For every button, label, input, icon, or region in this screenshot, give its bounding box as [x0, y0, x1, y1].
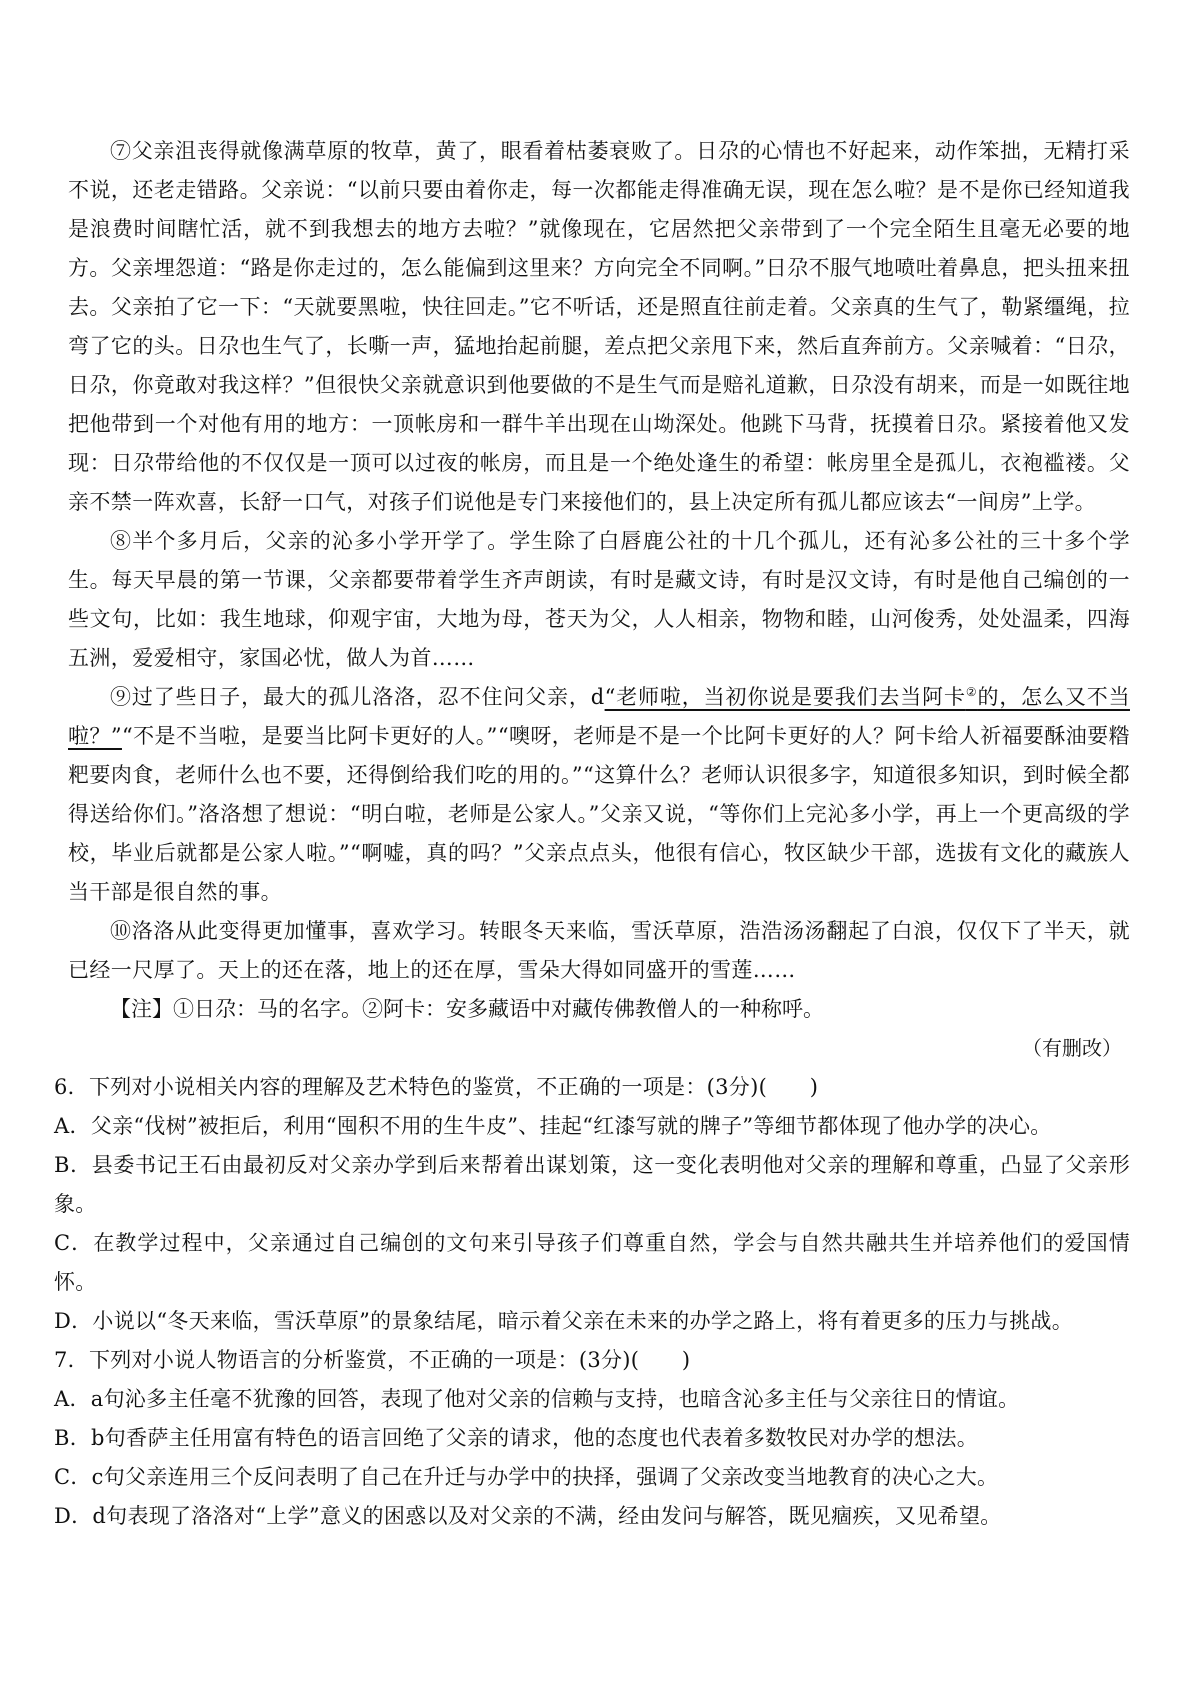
underlined-text-part1: “老师啦，当初你说是要我们去当阿卡: [604, 685, 966, 709]
paragraph-8: ⑧半个多月后，父亲的沁多小学开学了。学生除了白唇鹿公社的十几个孤儿，还有沁多公社的三十多个学生。每天早晨的第一节课，父亲都要带着学生齐声朗读，有时是藏文诗，有时是汉文诗，有时是他自己编创的一些文句，比如：我生地球，仰观宇宙，大地为母，苍天为父，人人相亲，物物和睦，山河俊秀，处处温柔，四海五洲，爱爱相守，家国必忧，做人为首……: [68, 529, 1130, 670]
paragraph-9: [68, 678, 1130, 912]
source-note: （有删改）: [1022, 1036, 1122, 1060]
question-7-option-d: D．d句表现了洛洛对“上学”意义的困惑以及对父亲的不满，经由发问与解答，既见痼疾，又见希望。: [54, 1504, 1002, 1528]
question-7-option-c: C．c句父亲连用三个反问表明了自己在升迁与办学中的抉择，强调了父亲改变当地教育的决心之大。: [54, 1465, 999, 1489]
underlined-text-part2: 的，怎么又不当啦？”: [68, 685, 1130, 748]
question-6-option-d: D．小说以“冬天来临，雪沃草原”的景象结尾，暗示着父亲在未来的办学之路上，将有着更多的压力与挑战。: [54, 1309, 1074, 1333]
question-6: [54, 1068, 1130, 1341]
exam-page: [54, 132, 1130, 1536]
question-6-option-a: A．父亲“伐树”被拒后，利用“囤积不用的生牛皮”、挂起“红漆写就的牌子”等细节都体现了他办学的决心。: [54, 1114, 1052, 1138]
question-6-option-c: C．在教学过程中，父亲通过自己编创的文句来引导孩子们尊重自然，学会与自然共融共生并培养他们的爱国情怀。: [54, 1231, 1130, 1294]
footnote: 【注】①日尕：马的名字。②阿卡：安多藏语中对藏传佛教僧人的一种称呼。: [110, 997, 824, 1021]
footnote-mark-2: ②: [965, 685, 978, 699]
paragraph-10: ⑩洛洛从此变得更加懂事，喜欢学习。转眼冬天来临，雪沃草原，浩浩汤汤翻起了白浪，仅仅下了半天，就已经一尺厚了。天上的还在落，地上的还在厚，雪朵大得如同盛开的雪莲……: [68, 919, 1130, 982]
question-7-stem: 7．下列对小说人物语言的分析鉴赏，不正确的一项是：(3分)( ): [54, 1348, 691, 1372]
paragraph-7: ⑦父亲沮丧得就像满草原的牧草，黄了，眼看着枯萎衰败了。日尕的心情也不好起来，动作笨拙，无精打采不说，还老走错路。父亲说：“以前只要由着你走，每一次都能走得准确无误，现在怎么啦？是不是你已经知道我是浪费时间瞎忙活，就不到我想去的地方去啦？”就像现在，它居然把父亲带到了一个完全陌生且毫无必要的地方。父亲埋怨道：“路是你走过的，怎么能偏到这里来？方向完全不同啊。”日尕不服气地喷吐着鼻息，把头扭来扭去。父亲拍了它一下：“天就要黑啦，快往回走。”它不听话，还是照直往前走着。父亲真的生气了，勒紧缰绳，拉弯了它的头。日尕也生气了，长嘶一声，猛地抬起前腿，差点把父亲甩下来，然后直奔前方。父亲喊着：“日尕，日尕，你竟敢对我这样？”但很快父亲就意识到他要做的不是生气而是赔礼道歉，日尕没有胡来，而是一如既往地把他带到一个对他有用的地方：一顶帐房和一群牛羊出现在山坳深处。他跳下马背，抚摸着日尕。紧接着他又发现：日尕带给他的不仅仅是一顶可以过夜的帐房，而且是一个绝处逢生的希望：帐房里全是孤儿，衣袍褴褛。父亲不禁一阵欢喜，长舒一口气，对孩子们说他是专门来接他们的，县上决定所有孤儿都应该去“一间房”上学。: [68, 139, 1130, 514]
question-7: [54, 1341, 1130, 1536]
question-7-option-b: B．b句香萨主任用富有特色的语言回绝了父亲的请求，他的态度也代表着多数牧民对办学的想法。: [54, 1426, 979, 1450]
question-6-stem: 6．下列对小说相关内容的理解及艺术特色的鉴赏，不正确的一项是：(3分)( ): [54, 1075, 819, 1099]
question-7-option-a: A．a句沁多主任毫不犹豫的回答，表现了他对父亲的信赖与支持，也暗含沁多主任与父亲往日的情谊。: [54, 1387, 1020, 1411]
question-6-option-b: B．县委书记王石由最初反对父亲办学到后来帮着出谋划策，这一变化表明他对父亲的理解和尊重，凸显了父亲形象。: [54, 1153, 1130, 1216]
paragraph-9-lead: ⑨过了些日子，最大的孤儿洛洛，忍不住问父亲，d: [110, 685, 605, 709]
paragraph-9-rest: “不是不当啦，是要当比阿卡更好的人。”“噢呀，老师是不是一个比阿卡更好的人？阿卡给人祈福要酥油要糌粑要肉食，老师什么也不要，还得倒给我们吃的用的。”“这算什么？老师认识很多字，知道很多知识，到时候全都得送给你们。”洛洛想了想说：“明白啦，老师是公家人。”父亲又说，“等你们上完沁多小学，再上一个更高级的学校，毕业后就都是公家人啦。”“啊嘘，真的吗？”父亲点点头，他很有信心，牧区缺少干部，选拔有文化的藏族人当干部是很自然的事。: [68, 724, 1130, 904]
